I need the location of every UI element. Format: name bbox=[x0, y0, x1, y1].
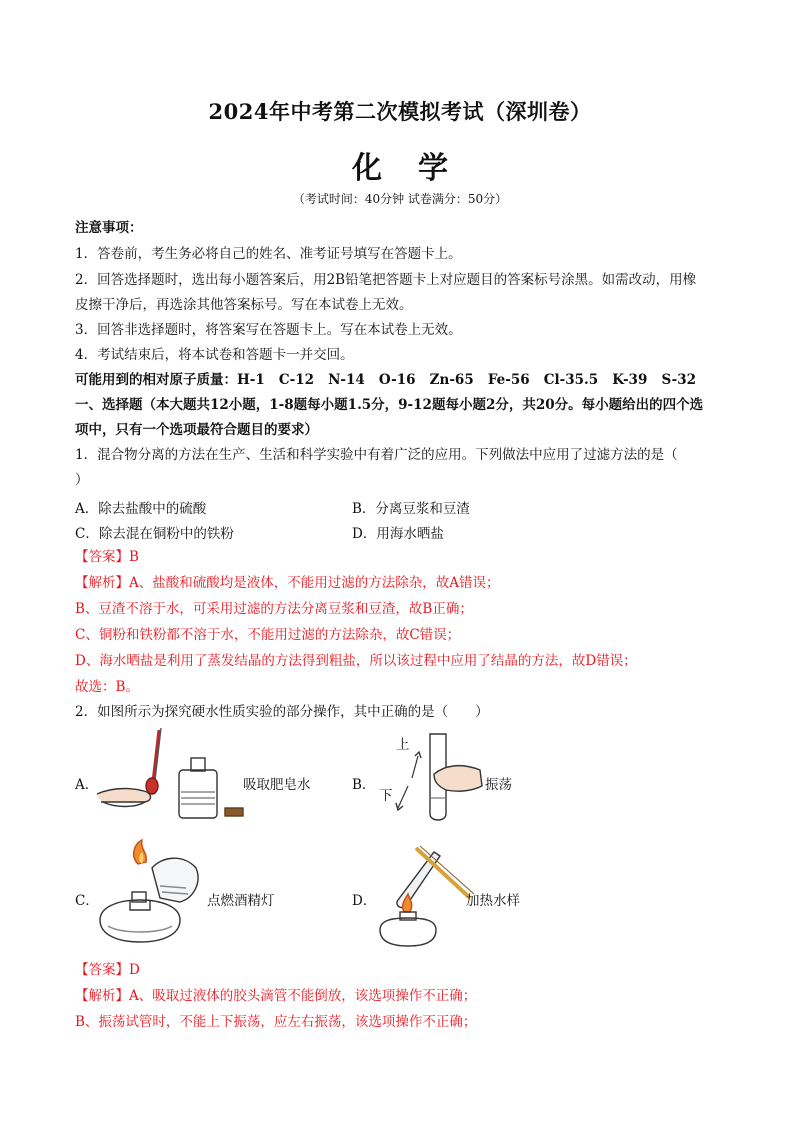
q1-analysis-line: 故选：B。 bbox=[75, 679, 139, 695]
q2-option-c-letter: C． bbox=[75, 893, 99, 909]
note-item: 2．回答选择题时，选出每小题答案后，用2B铅笔把答题卡上对应题目的答案标号涂黑。如需改动，用橡 bbox=[75, 272, 697, 288]
q2-answer: 【答案】D bbox=[75, 962, 140, 978]
q2-option-b-caption: 振荡 bbox=[485, 777, 512, 793]
q1-option-a: A．除去盐酸中的硫酸 bbox=[75, 501, 207, 517]
q1-analysis-line: D、海水晒盐是利用了蒸发结晶的方法得到粗盐，所以该过程中应用了结晶的方法，故D错误； bbox=[75, 653, 637, 669]
section-heading-cont: 项中，只有一个选项最符合题目的要求） bbox=[75, 422, 318, 438]
q1-stem-cont: ） bbox=[75, 472, 89, 488]
q1-analysis-line: 【解析】A、盐酸和硫酸均是液体，不能用过滤的方法除杂，故A错误； bbox=[75, 575, 500, 591]
q2-analysis-line: B、振荡试管时，不能上下振荡，应左右振荡，该选项操作不正确； bbox=[75, 1014, 477, 1030]
notes-heading: 注意事项： bbox=[75, 220, 143, 236]
q1-option-c: C．除去混在铜粉中的铁粉 bbox=[75, 526, 234, 542]
q1-analysis-line: B、豆渣不溶于水，可采用过滤的方法分离豆浆和豆渣，故B正确； bbox=[75, 601, 473, 617]
q2-stem: 2．如图所示为探究硬水性质实验的部分操作，其中正确的是（ ） bbox=[75, 704, 489, 720]
q2-option-c-caption: 点燃酒精灯 bbox=[207, 893, 275, 909]
q2-option-d-caption: 加热水样 bbox=[466, 893, 520, 909]
exam-info: （考试时间：40分钟 试卷满分：50分） bbox=[292, 192, 508, 206]
note-item: 皮擦干净后，再选涂其他答案标号。写在本试卷上无效。 bbox=[75, 297, 413, 313]
q1-analysis-line: C、铜粉和铁粉都不溶于水，不能用过滤的方法除杂，故C错误； bbox=[75, 627, 461, 643]
q1-answer: 【答案】B bbox=[75, 549, 139, 565]
note-item: 3．回答非选择题时，将答案写在答题卡上。写在本试卷上无效。 bbox=[75, 322, 462, 338]
q2-option-b-down-label: 下 bbox=[379, 788, 393, 804]
q2-option-b-letter: B． bbox=[352, 777, 376, 793]
note-item: 4．考试结束后，将本试卷和答题卡一并交回。 bbox=[75, 347, 354, 363]
section-heading: 一、选择题（本大题共12小题，1-8题每小题1.5分，9-12题每小题2分，共20分。每小题给出的四个选 bbox=[75, 397, 704, 413]
q2-analysis-line: 【解析】A、吸取过液体的胶头滴管不能倒放，该选项操作不正确； bbox=[75, 988, 477, 1004]
q1-option-d: D．用海水晒盐 bbox=[352, 526, 444, 542]
q2-option-a-caption: 吸取肥皂水 bbox=[243, 777, 311, 793]
shaking-test-tube-illustration bbox=[390, 726, 490, 831]
lighting-alcohol-lamp-illustration bbox=[90, 838, 215, 950]
dropper-bottle-illustration bbox=[95, 722, 255, 827]
q2-option-b-up-label: 上 bbox=[396, 737, 410, 753]
q1-stem: 1．混合物分离的方法在生产、生活和科学实验中有着广泛的应用。下列做法中应用了过滤方法的是（ bbox=[75, 447, 678, 463]
q2-option-d-letter: D． bbox=[352, 893, 377, 909]
note-item: 1．答卷前，考生务必将自己的姓名、准考证号填写在答题卡上。 bbox=[75, 246, 462, 262]
q1-option-b: B．分离豆浆和豆渣 bbox=[352, 501, 470, 517]
subject-title: 化学 bbox=[352, 151, 484, 186]
up-arrow bbox=[412, 756, 418, 778]
heating-water-sample-illustration bbox=[370, 838, 475, 950]
q2-option-a-letter: A． bbox=[75, 777, 99, 793]
exam-title: 2024年中考第二次模拟考试（深圳卷） bbox=[208, 99, 592, 124]
atomic-masses: 可能用到的相对原子质量：H-1 C-12 N-14 O-16 Zn-65 Fe-56 Cl-35.5 K-39 S-32 bbox=[75, 372, 697, 388]
